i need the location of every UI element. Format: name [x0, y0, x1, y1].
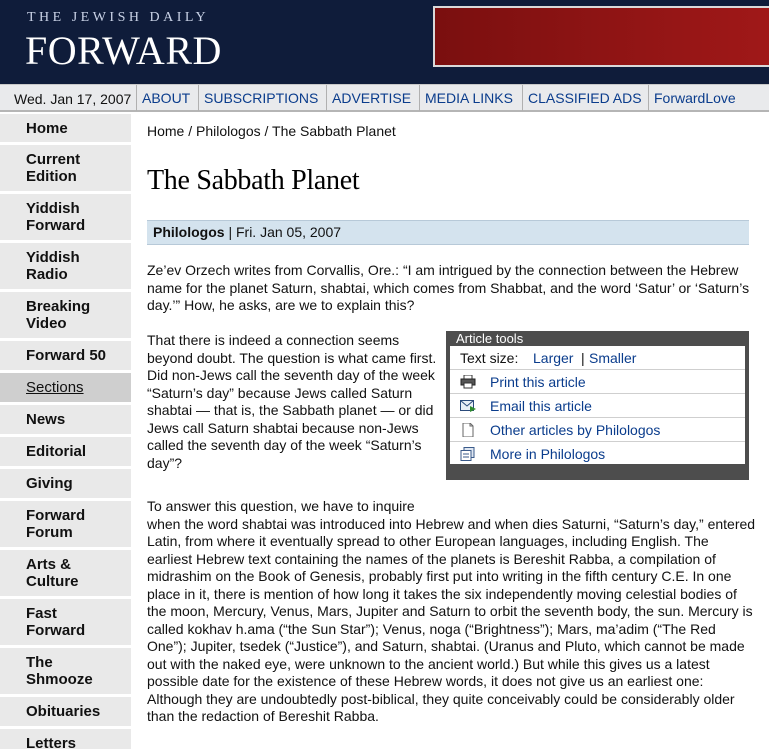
sidebar-item-arts-culture[interactable]: Arts & Culture — [0, 550, 131, 599]
author-link[interactable]: Philologos — [153, 224, 225, 240]
nav-forwardlove[interactable]: ForwardLove — [648, 85, 741, 111]
article-tools-panel — [450, 346, 745, 464]
article-paragraph-1: Ze’ev Orzech writes from Corvallis, Ore.: “I am intrigued by the connection between the Hebrew name for the planet Saturn, shabtai, which comes from Shabbat, and the word ‘Satur’ or ‘Saturn’s day.’” How, he asks, are we to explain this? — [147, 262, 750, 313]
nav-media-links[interactable]: MEDIA LINKS — [419, 85, 518, 111]
printer-icon — [460, 375, 476, 389]
email-icon — [460, 399, 476, 413]
sidebar-item-home[interactable]: Home — [0, 114, 131, 145]
logo-tagline[interactable]: THE JEWISH DAILY — [27, 10, 210, 25]
print-article-link[interactable]: Print this article — [450, 370, 745, 394]
breadcrumb[interactable]: Home / Philologos / The Sabbath Planet — [147, 123, 396, 139]
email-article-link[interactable]: Email this article — [450, 394, 745, 418]
sidebar-item-letters[interactable]: Letters — [0, 729, 131, 749]
sidebar-item-yiddish-forward[interactable]: Yiddish Forward — [0, 194, 131, 243]
nav-classified-ads[interactable]: CLASSIFIED ADS — [522, 85, 647, 111]
sidebar-item-obituaries[interactable]: Obituaries — [0, 697, 131, 729]
current-date: Wed. Jan 17, 2007 — [14, 91, 132, 107]
nav-subscriptions[interactable]: SUBSCRIPTIONS — [198, 85, 323, 111]
article-tools — [446, 331, 749, 480]
sidebar-item-yiddish-radio[interactable]: Yiddish Radio — [0, 243, 131, 292]
sidebar-item-breaking-video[interactable]: Breaking Video — [0, 292, 131, 341]
sidebar-item-forward-forum[interactable]: Forward Forum — [0, 501, 131, 550]
sidebar — [0, 114, 131, 749]
article-paragraph-3: To answer this question, we have to inquire when the word shabtai was introduced into Hebrew and when dies Saturni, “Saturn’s day,” entered Latin, from where it eventually spread to other European languages, including English. The earliest Hebrew text containing the names of the planets is Bereshit Rabba, a compilation of midrashim on the Book of Genesis, probably first put into writing in the fifth century C.E. In one place in it, there is mention of how long it takes the six independently moving celestial bodies of the moon, Mercury, Venus, Mars, Jupiter and Saturn to orbit the seventh body, the sun. Mercury is called kokhav h.ama (“the Sun Star”); Venus, noga (“Brightness”); Mars, ma’adim (“The Red One”); Jupiter, tsedek (“Justice”), and Saturn, shabtai. (Uranus and Pluto, which cannot be made out with the naked eye, were unknown to the ancient world.) But while this gives us a latest possible date for the existence of these Hebrew words, it does not give us an earliest one: Although they are undoubtedly post-biblical, they quite conceivably could be considerably older than the redaction of Bereshit Rabba. — [147, 498, 756, 724]
text-size-row — [450, 346, 745, 370]
nav-about[interactable]: ABOUT — [136, 85, 195, 111]
documents-icon — [460, 447, 476, 461]
sidebar-item-giving[interactable]: Giving — [0, 469, 131, 501]
sidebar-item-sections[interactable]: Sections — [0, 373, 131, 405]
sidebar-item-editorial[interactable]: Editorial — [0, 437, 131, 469]
site-header — [0, 0, 769, 84]
article-byline — [147, 220, 749, 245]
article-tools-title: Article tools — [456, 331, 524, 346]
ad-banner[interactable] — [433, 6, 769, 67]
sidebar-item-current-edition[interactable]: Current Edition — [0, 145, 131, 194]
sidebar-item-news[interactable]: News — [0, 405, 131, 437]
text-smaller-link[interactable]: Smaller — [589, 350, 637, 366]
nav-advertise[interactable]: ADVERTISE — [326, 85, 416, 111]
sidebar-item-forward-50[interactable]: Forward 50 — [0, 341, 131, 373]
page-title: The Sabbath Planet — [147, 165, 360, 196]
text-larger-link[interactable]: Larger — [533, 350, 574, 366]
publish-date: | Fri. Jan 05, 2007 — [224, 224, 342, 240]
text-size-separator: | — [581, 350, 585, 366]
top-nav — [0, 84, 769, 112]
text-size-label: Text size: — [460, 350, 519, 366]
logo[interactable]: FORWARD — [25, 28, 222, 73]
other-articles-link[interactable]: Other articles by Philologos — [450, 418, 745, 442]
sidebar-item-the-shmooze[interactable]: The Shmooze — [0, 648, 131, 697]
document-icon — [460, 423, 476, 437]
sidebar-item-fast-forward[interactable]: Fast Forward — [0, 599, 131, 648]
article-paragraph-2: That there is indeed a connection seems beyond doubt. The question is what came first. Did non-Jews call the seventh day of the week “Saturn’s day” because Jews called Saturn shabtai — that is, the Sabbath planet — or did Jews call Saturn shabtai because non-Jews called the seventh day of the week “Saturn’s day”? — [147, 332, 437, 471]
more-in-philologos-link[interactable]: More in Philologos — [450, 442, 745, 466]
